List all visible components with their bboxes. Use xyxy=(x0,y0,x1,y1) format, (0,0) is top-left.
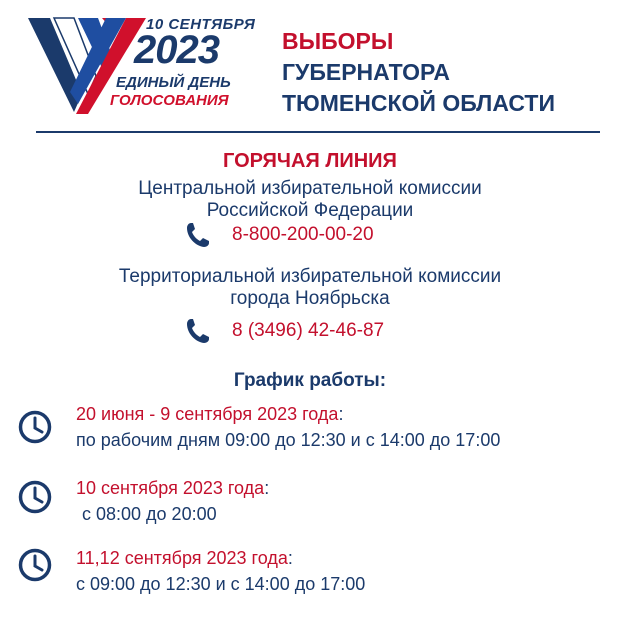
hotline-title: ГОРЯЧАЯ ЛИНИЯ xyxy=(223,150,397,172)
schedule-date xyxy=(76,404,343,425)
cec-org-line1: Центральной избирательной комиссии xyxy=(138,178,482,199)
schedule-date-suffix: : xyxy=(264,478,270,498)
schedule-date-text: 20 июня - 9 сентября 2023 года xyxy=(76,404,339,424)
logo-year: 2023 xyxy=(134,28,219,72)
title-line1: ВЫБОРЫ xyxy=(282,28,394,54)
phone-icon xyxy=(186,318,210,344)
schedule-date xyxy=(76,478,269,499)
logo-slogan-line2: ГОЛОСОВАНИЯ xyxy=(110,92,229,109)
cec-phone-row[interactable] xyxy=(186,222,374,248)
schedule-date-text: 11,12 сентября 2023 года xyxy=(76,548,288,568)
clock-icon xyxy=(18,480,52,514)
tec-phone-row[interactable] xyxy=(186,318,384,344)
cec-phone-number[interactable]: 8-800-200-00-20 xyxy=(232,224,374,245)
schedule-date-suffix: : xyxy=(287,548,293,568)
tec-org-line1: Территориальной избирательной комиссии xyxy=(118,266,502,287)
schedule-date-suffix: : xyxy=(338,404,344,424)
title-line3: ТЮМЕНСКОЙ ОБЛАСТИ xyxy=(282,90,555,116)
schedule-title: График работы: xyxy=(233,370,387,391)
tec-org-name xyxy=(0,266,620,310)
tec-org-line2: города Ноябрьска xyxy=(230,288,390,309)
divider xyxy=(36,131,600,133)
schedule-hours: с 09:00 до 12:30 и с 14:00 до 17:00 xyxy=(76,574,366,594)
tec-phone-number[interactable]: 8 (3496) 42-46-87 xyxy=(232,320,385,341)
phone-icon xyxy=(186,222,210,248)
schedule-hours: по рабочим дням 09:00 до 12:30 и с 14:00 до 17:00 xyxy=(76,430,501,450)
schedule-date-text: 10 сентября 2023 года xyxy=(76,478,265,498)
cec-org-line2: Российской Федерации xyxy=(206,200,414,221)
schedule-hours: с 08:00 до 20:00 xyxy=(82,504,217,524)
logo-date: 10 СЕНТЯБРЯ xyxy=(146,16,256,33)
schedule-date xyxy=(76,548,293,569)
clock-icon xyxy=(18,548,52,582)
logo-slogan-line1: ЕДИНЫЙ ДЕНЬ xyxy=(116,74,231,91)
clock-icon xyxy=(18,410,52,444)
title-line2: ГУБЕРНАТОРА xyxy=(282,59,450,85)
cec-org-name xyxy=(0,178,620,222)
page-title xyxy=(282,26,555,119)
election-logo xyxy=(26,16,266,121)
